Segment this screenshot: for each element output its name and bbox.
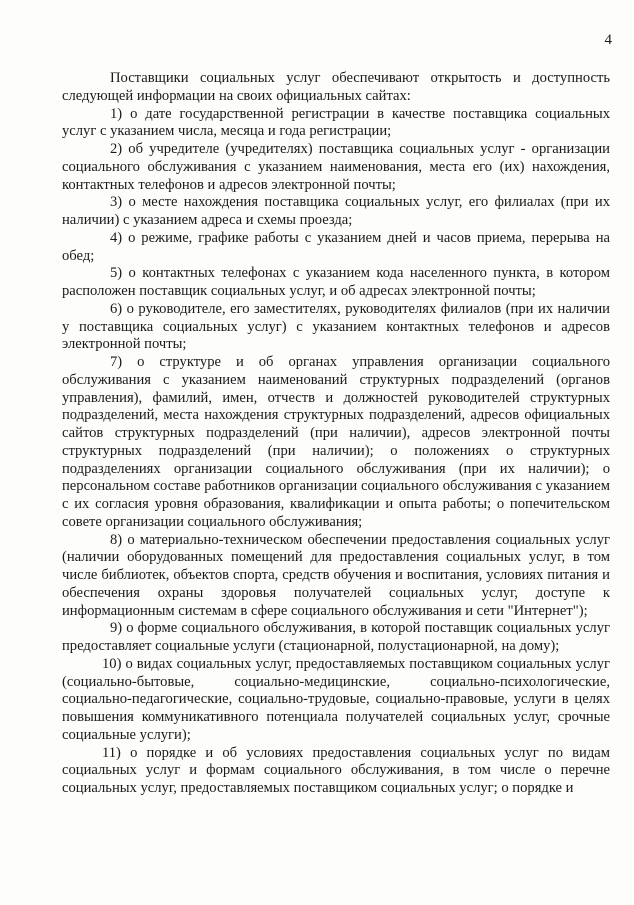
intro-paragraph: Поставщики социальных услуг обеспечивают открытость и доступность следующей информации на своих официальных сайтах: (62, 70, 610, 104)
list-item-8: 8) о материально-техническом обеспечении предоставления социальных услуг (наличии оборудованных помещений для предоставления социальных услуг, в том числе библиотек, объектов спорта, средств обучения и воспитания, условиях питания и обеспечения охраны здоровья получателей социальных услуг, доступе к информационным системам в сфере социального обслуживания и сети "Интернет"); (62, 531, 610, 619)
list-item-7: 7) о структуре и об органах управления организации социального обслуживания с указанием наименований структурных подразделений (органов управления), фамилий, имен, отчеств и должностей руководителей структурных подразделений, места нахождения структурных подразделений, адресов официальных сайтов структурных подразделений (при наличии), адресов электронной почты структурных подразделений (при наличии); о положениях о структурных подразделениях организации социального обслуживания (при их наличии); о персональном составе работников организации социального обслуживания с указанием с их согласия уровня образования, квалификации и опыта работы; о попечительском совете организации социального обслуживания; (62, 354, 610, 530)
list-item-6: 6) о руководителе, его заместителях, руководителях филиалов (при их наличии у поставщика социальных услуг) с указанием контактных телефонов и адресов электронной почты; (62, 300, 610, 353)
list-item-3: 3) о месте нахождения поставщика социальных услуг, его филиалах (при их наличии) с указанием адреса и схемы проезда; (62, 194, 610, 228)
list-item-5: 5) о контактных телефонах с указанием кода населенного пункта, в котором расположен поставщик социальных услуг, и об адресах электронной почты; (62, 265, 610, 299)
list-item-2: 2) об учредителе (учредителях) поставщика социальных услуг - организации социального обслуживания с указанием наименования, места его (их) нахождения, контактных телефонов и адресов электронной почты; (62, 141, 610, 193)
list-item-9: 9) о форме социального обслуживания, в которой поставщик социальных услуг предоставляет социальные услуги (стационарной, полустационарной, на дому); (62, 620, 610, 654)
list-item-11: 11) о порядке и об условиях предоставления социальных услуг по видам социальных услуг и формам социального обслуживания, в том числе о перечне социальных услуг, предоставляемых поставщиком социальных услуг; о порядке и (62, 744, 610, 796)
list-item-1: 1) о дате государственной регистрации в качестве поставщика социальных услуг с указанием числа, месяца и года регистрации; (62, 105, 610, 140)
page-number: 4 (604, 32, 612, 48)
document-body (62, 70, 610, 798)
list-item-4: 4) о режиме, графике работы с указанием дней и часов приема, перерыва на обед; (62, 229, 610, 264)
list-item-10: 10) о видах социальных услуг, предоставляемых поставщиком социальных услуг (социально-бытовые, социально-медицинские, социально-психологические, социально-педагогические, социально-трудовые, социально-правовые, услуги в целях повышения коммуникативного потенциала получателей социальных услуг, срочные социальные услуги); (62, 655, 610, 743)
